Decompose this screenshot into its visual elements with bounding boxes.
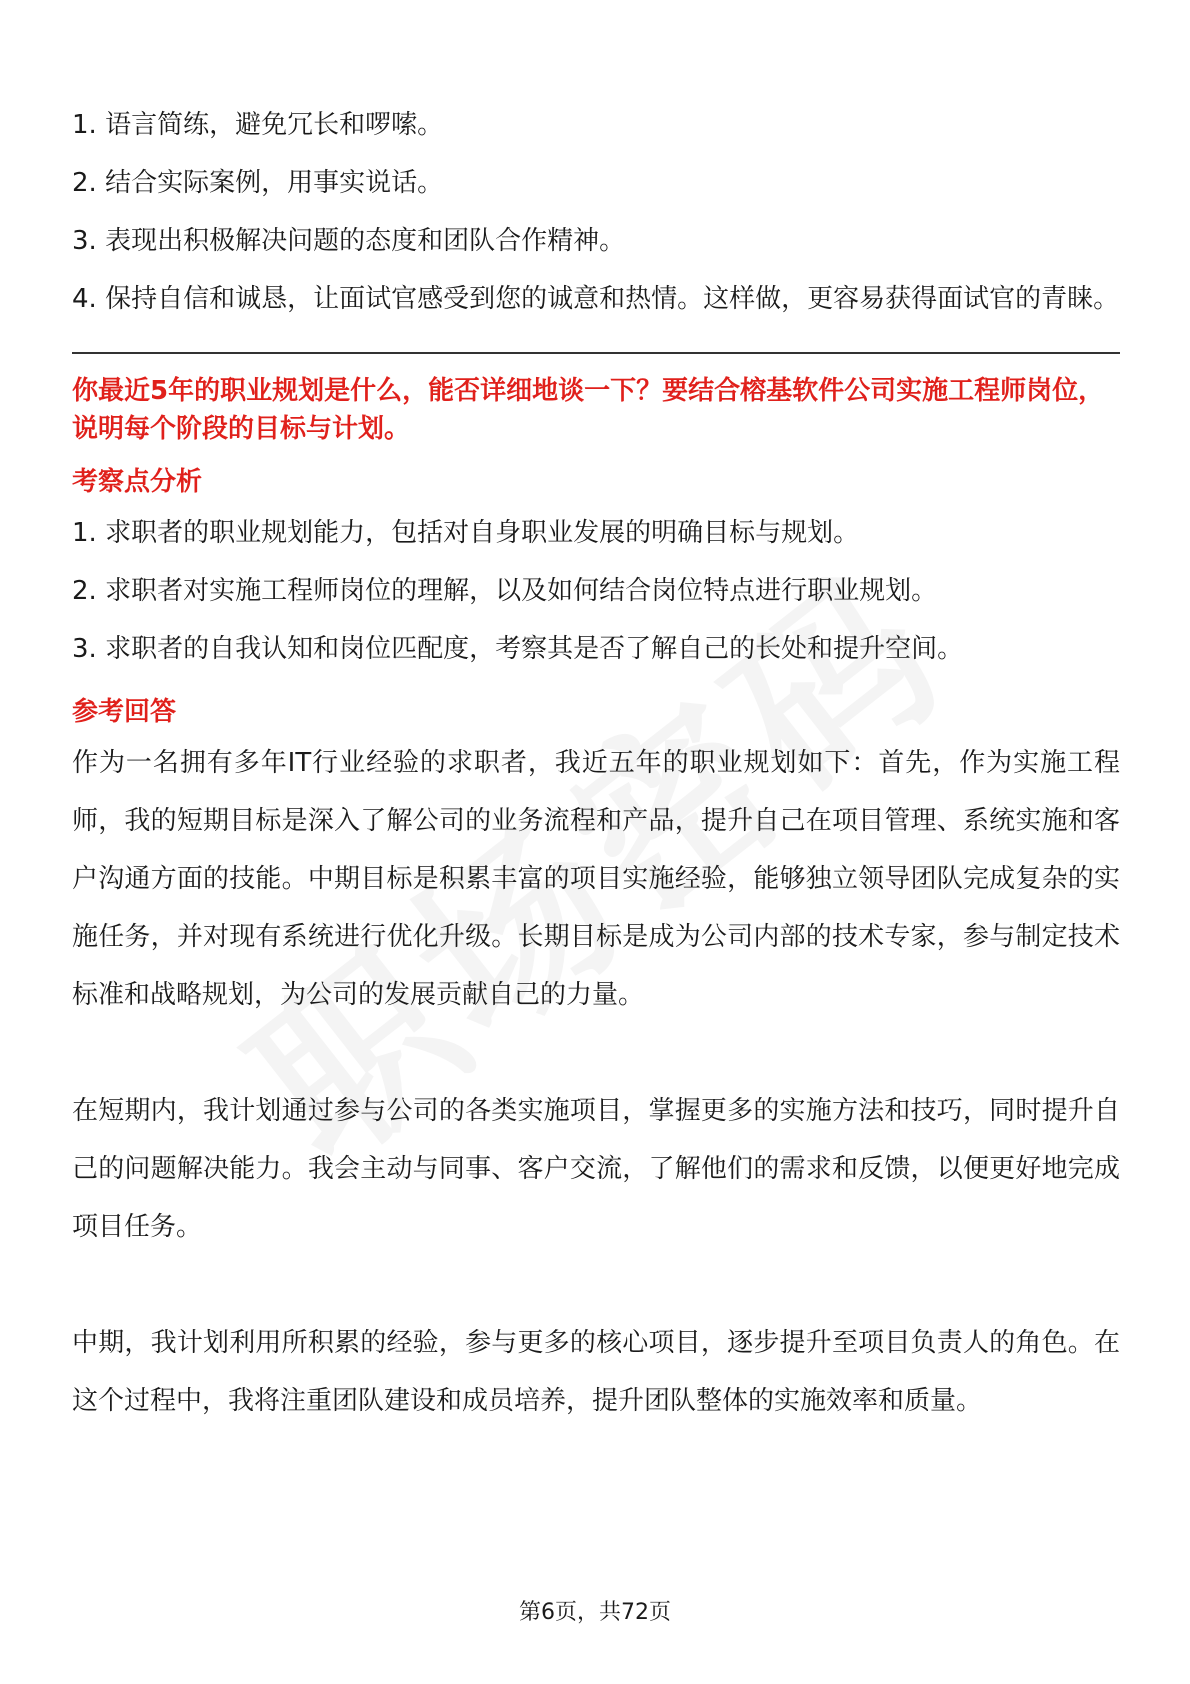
analysis-list xyxy=(72,504,1120,678)
list-item: 1. 求职者的职业规划能力，包括对自身职业发展的明确目标与规划。 xyxy=(72,518,860,548)
list-item: 2. 结合实际案例，用事实说话。 xyxy=(72,168,444,198)
answer-paragraph: 中期，我计划利用所积累的经验，参与更多的核心项目，逐步提升至项目负责人的角色。在这个过程中，我将注重团队建设和成员培养，提升团队整体的实施效率和质量。 xyxy=(72,1328,1120,1416)
page-number: 第6页，共72页 xyxy=(519,1600,671,1625)
document-page xyxy=(72,96,1120,1430)
list-item: 1. 语言简练，避免冗长和啰嗦。 xyxy=(72,110,444,140)
analysis-heading: 考察点分析 xyxy=(72,467,203,497)
answer-body xyxy=(72,734,1120,1430)
tips-list xyxy=(72,96,1120,328)
paragraph-gap xyxy=(72,1024,1120,1082)
list-item: 3. 求职者的自我认知和岗位匹配度，考察其是否了解自己的长处和提升空间。 xyxy=(72,634,964,664)
list-item: 4. 保持自信和诚恳，让面试官感受到您的诚意和热情。这样做，更容易获得面试官的青睐。 xyxy=(72,284,1120,314)
answer-paragraph: 作为一名拥有多年IT行业经验的求职者，我近五年的职业规划如下：首先，作为实施工程师，我的短期目标是深入了解公司的业务流程和产品，提升自己在项目管理、系统实施和客户沟通方面的技能。中期目标是积累丰富的项目实施经验，能够独立领导团队完成复杂的实施任务，并对现有系统进行优化升级。长期目标是成为公司内部的技术专家，参与制定技术标准和战略规划，为公司的发展贡献自己的力量。 xyxy=(72,748,1120,1010)
section-divider xyxy=(72,352,1120,354)
list-item: 2. 求职者对实施工程师岗位的理解，以及如何结合岗位特点进行职业规划。 xyxy=(72,576,938,606)
answer-heading: 参考回答 xyxy=(72,697,177,727)
answer-paragraph: 在短期内，我计划通过参与公司的各类实施项目，掌握更多的实施方法和技巧，同时提升自己的问题解决能力。我会主动与同事、客户交流，了解他们的需求和反馈，以便更好地完成项目任务。 xyxy=(72,1096,1120,1242)
paragraph-gap xyxy=(72,1256,1120,1314)
list-item: 3. 表现出积极解决问题的态度和团队合作精神。 xyxy=(72,226,626,256)
interview-question: 你最近5年的职业规划是什么，能否详细地谈一下？要结合榕基软件公司实施工程师岗位，说明每个阶段的目标与计划。 xyxy=(72,376,1105,444)
